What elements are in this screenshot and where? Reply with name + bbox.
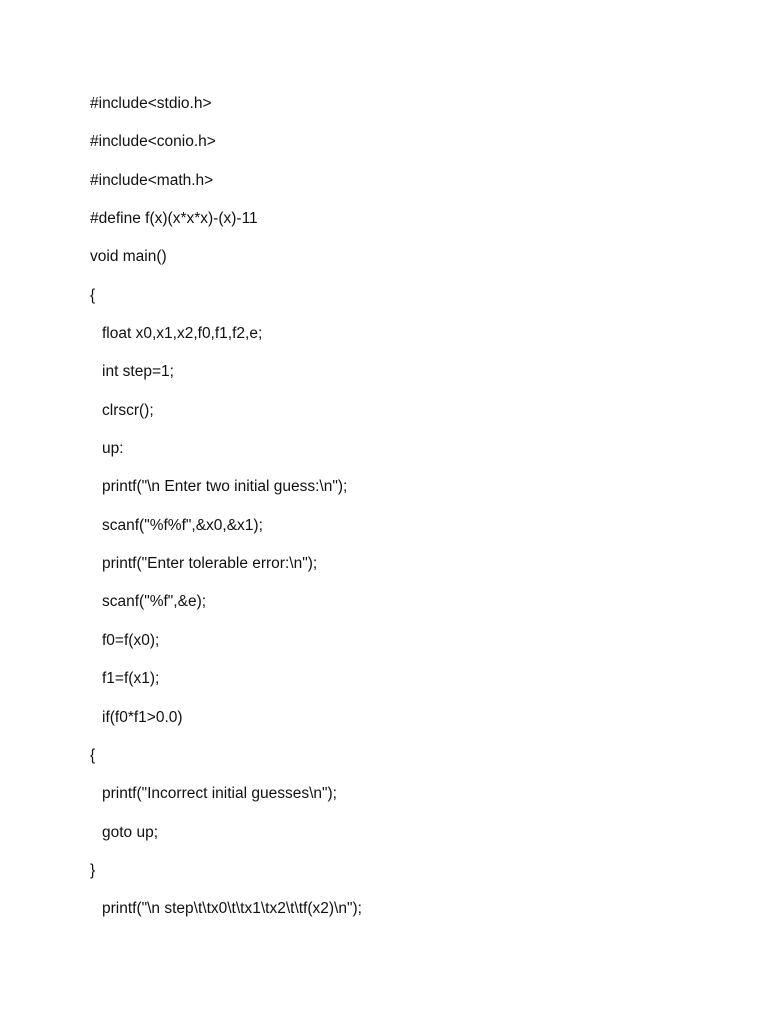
code-line: #include<math.h> [90,171,214,189]
code-line: int step=1; [102,363,174,381]
code-line: void main() [90,248,167,266]
code-line: if(f0*f1>0.0) [102,708,183,726]
code-line: printf("\n Enter two initial guess:\n"); [102,478,348,496]
code-line: f1=f(x1); [102,670,160,688]
code-line: up: [102,440,124,458]
code-line: { [90,746,96,764]
code-line: clrscr(); [102,401,154,419]
code-line: { [90,286,96,304]
code-line: printf("Incorrect initial guesses\n"); [102,785,337,803]
code-listing [90,94,740,938]
code-line: #include<conio.h> [90,133,216,151]
code-line: printf("\n step\t\tx0\t\tx1\tx2\t\tf(x2)\n"); [102,900,362,918]
code-line: scanf("%f%f",&x0,&x1); [102,516,263,534]
code-line: goto up; [102,823,159,841]
code-line: float x0,x1,x2,f0,f1,f2,e; [102,325,263,343]
code-line: scanf("%f",&e); [102,593,207,611]
code-line: #define f(x)(x*x*x)-(x)-11 [90,210,258,228]
code-line: printf("Enter tolerable error:\n"); [102,555,318,573]
code-line: #include<stdio.h> [90,95,212,112]
code-line: } [90,861,96,879]
code-line: f0=f(x0); [102,631,160,649]
